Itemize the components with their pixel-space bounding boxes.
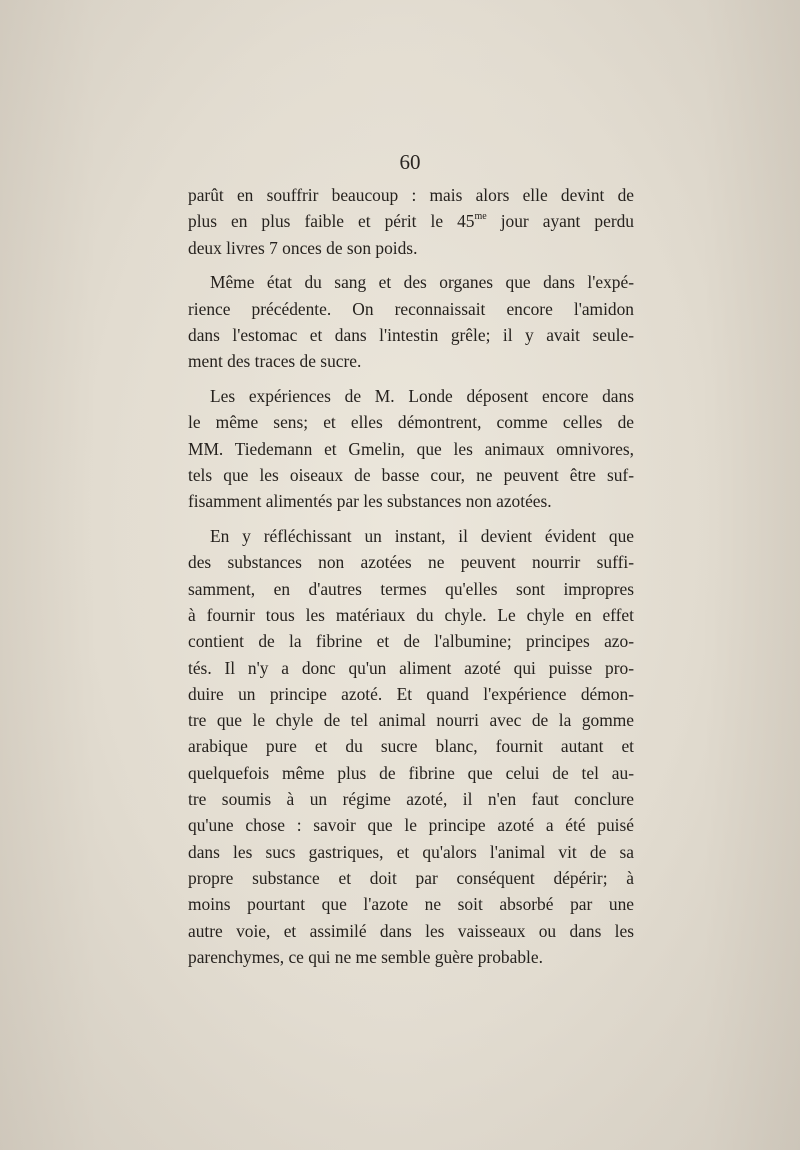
text-line: tre soumis à un régime azoté, il n'en faut conclure [188,789,634,810]
text-line: Même état du sang et des organes que dans l'expé- [210,272,634,293]
paragraph-1 [188,182,634,261]
text-line: propre substance et doit par conséquent dépérir; à [188,867,634,888]
text-line: Les expériences de M. Londe déposent encore dans [210,386,634,407]
text-line: samment, en d'autres termes qu'elles sont impropres [188,578,634,599]
ordinal-suffix: me [474,211,487,223]
text-line: parût en souffrir beaucoup : mais alors elle devint de [188,185,634,205]
text-line: contient de la fibrine et de l'albumine; principes azo- [188,631,634,652]
paragraph-4 [188,523,634,970]
ordinal-line-text-end: jour ayant perdu [486,211,635,232]
text-line: duire un principe azoté. Et quand l'expérience démon- [188,683,634,704]
text-line: rience précédente. On reconnaissait encore l'amidon [188,298,634,319]
text-line: MM. Tiedemann et Gmelin, que les animaux omnivores, [188,438,634,459]
text-line: parenchymes, ce qui ne me semble guère probable. [188,946,543,967]
text-line-with-ordinal [188,208,634,234]
text-line: qu'une chose : savoir que le principe azoté a été puisé [188,815,634,836]
text-line: ment des traces de sucre. [188,351,362,372]
text-line: tés. Il n'y a donc qu'un aliment azoté qui puisse pro- [188,657,634,678]
text-line: deux livres 7 onces de son poids. [188,237,418,258]
text-line: autre voie, et assimilé dans les vaisseaux ou dans les [188,920,634,941]
text-line: moins pourtant que l'azote ne soit absorbé par une [188,894,634,915]
ordinal-line-text: plus en plus faible et périt le 45 [188,211,475,232]
page-number: 60 [399,150,421,174]
paragraph-2 [188,269,634,374]
text-line: dans les sucs gastriques, et qu'alors l'animal vit de sa [188,841,634,862]
text-line: des substances non azotées ne peuvent nourrir suffi- [188,552,634,573]
text-line: dans l'estomac et dans l'intestin grêle; il y avait seule- [188,324,634,345]
text-line: tels que les oiseaux de basse cour, ne peuvent être suf- [188,464,634,485]
body-text [188,182,634,979]
text-line: arabique pure et du sucre blanc, fournit autant et [188,736,634,757]
text-line: En y réfléchissant un instant, il devient évident que [210,526,634,547]
text-line: à fournir tous les matériaux du chyle. Le chyle en effet [188,604,634,625]
text-line: tre que le chyle de tel animal nourri avec de la gomme [188,710,634,731]
text-line: fisamment alimentés par les substances non azotées. [188,491,552,512]
text-line: le même sens; et elles démontrent, comme celles de [188,412,634,433]
paragraph-3 [188,383,634,514]
text-line: quelquefois même plus de fibrine que celui de tel au- [188,762,634,783]
